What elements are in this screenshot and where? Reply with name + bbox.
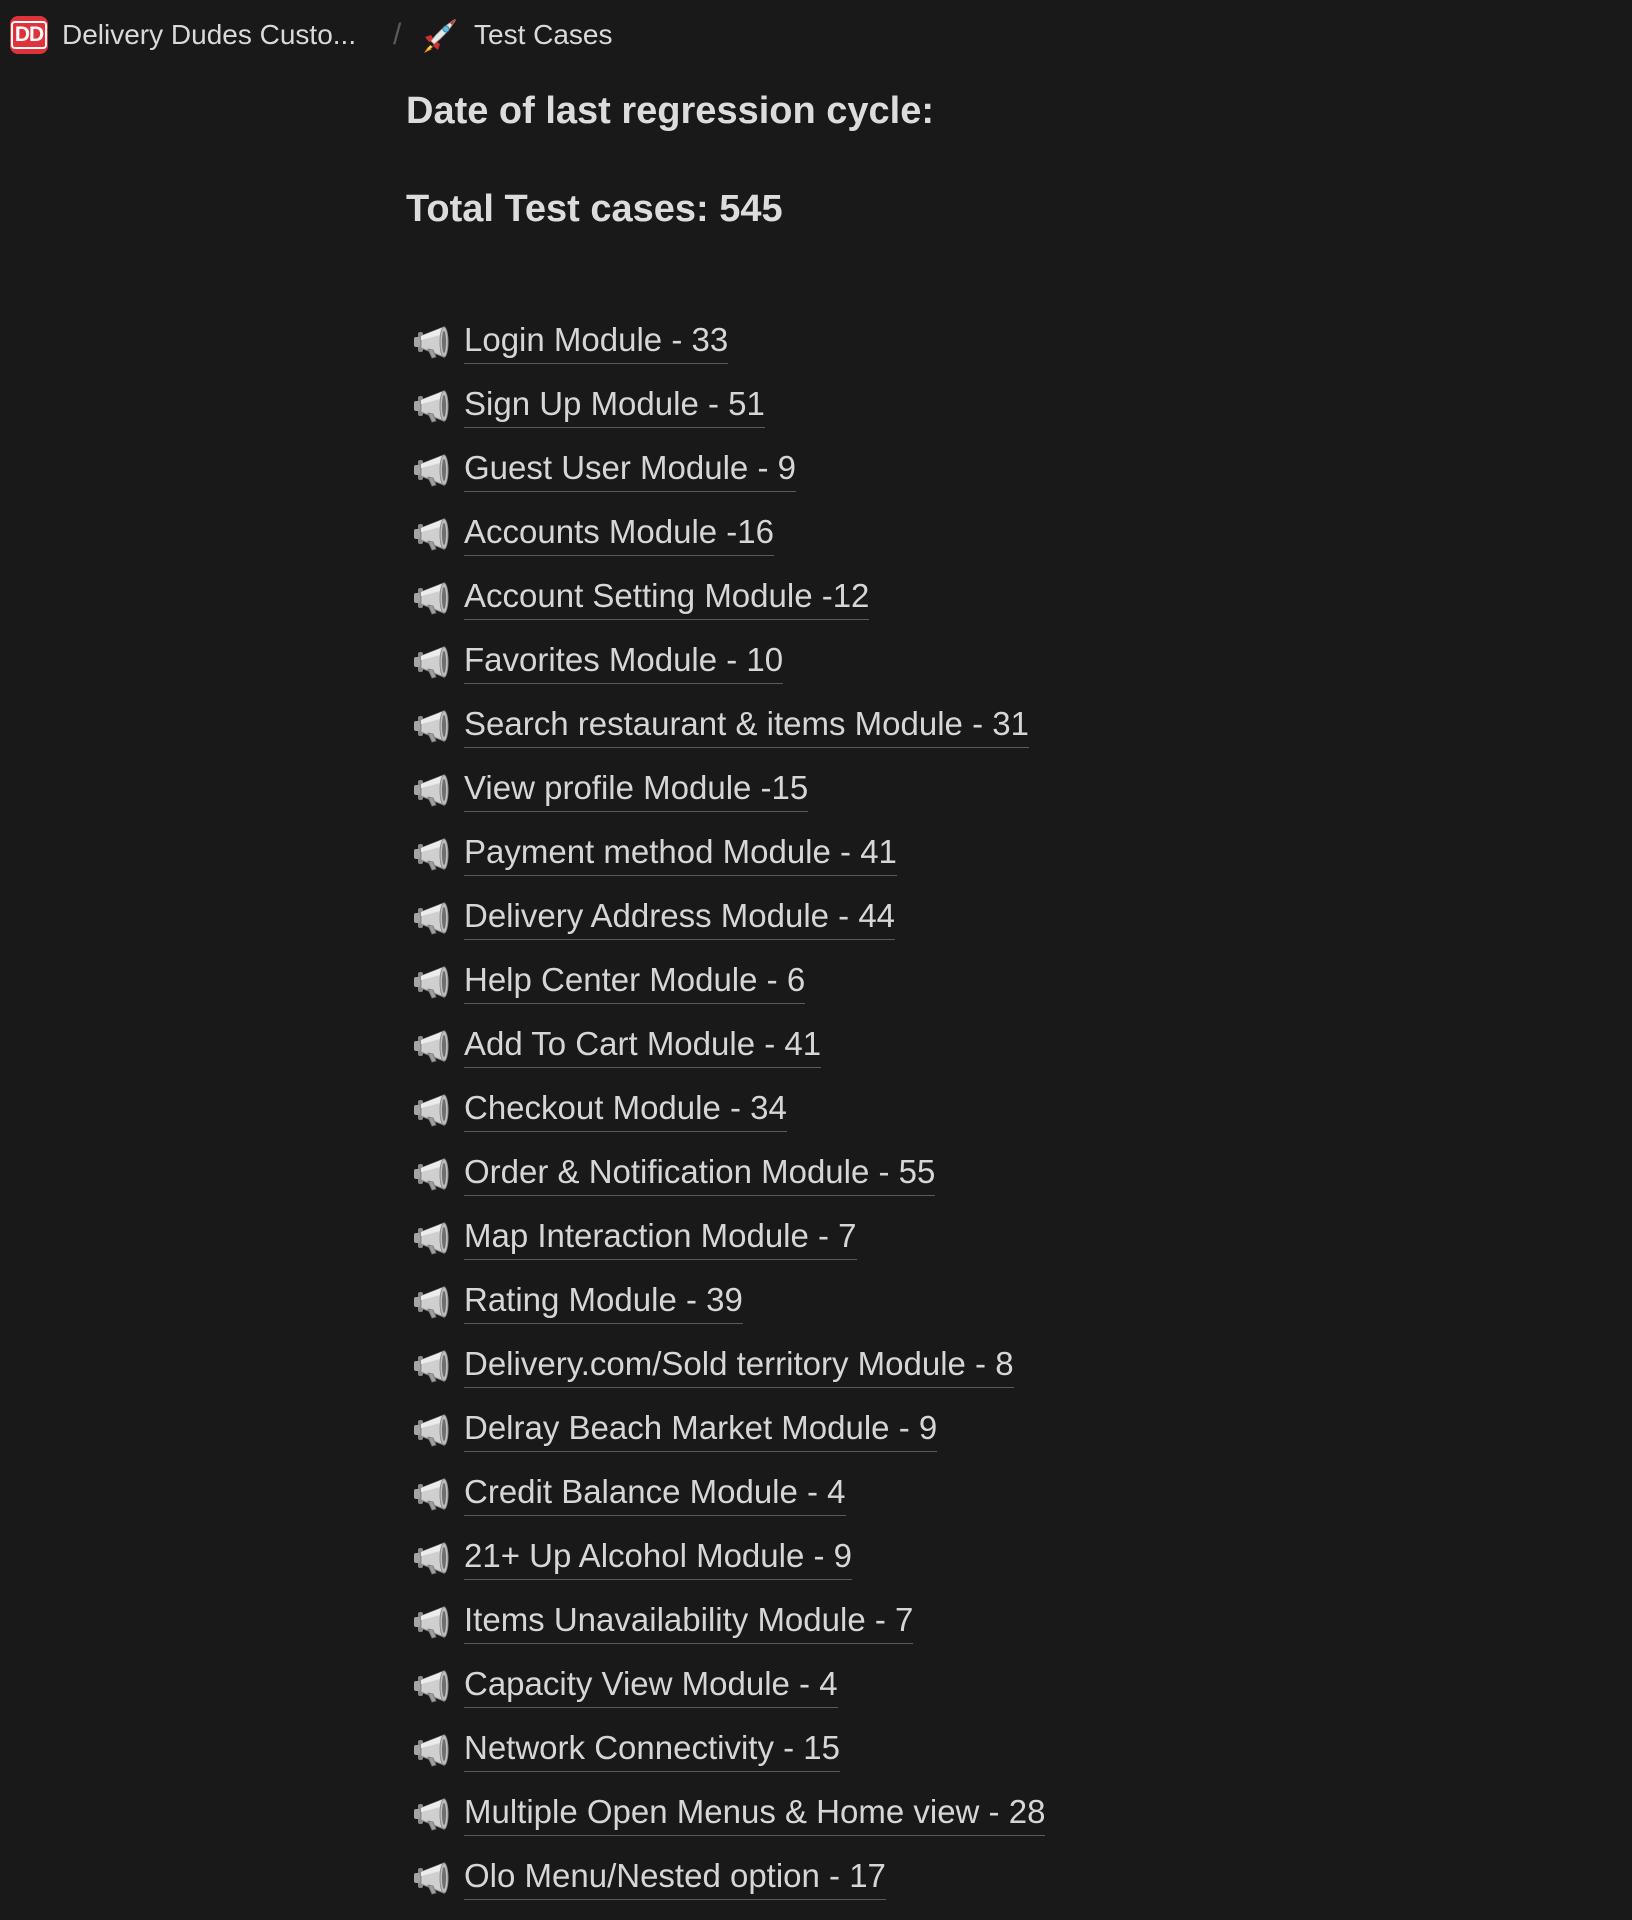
megaphone-icon — [410, 1218, 452, 1258]
module-link[interactable]: Sign Up Module - 51 — [464, 384, 765, 428]
page-content — [406, 78, 1506, 1894]
module-link[interactable]: Help Center Module - 6 — [464, 960, 805, 1004]
module-link[interactable]: 21+ Up Alcohol Module - 9 — [464, 1536, 852, 1580]
megaphone-icon — [410, 1858, 452, 1898]
megaphone-icon — [410, 1154, 452, 1194]
megaphone-icon — [410, 1666, 452, 1706]
megaphone-icon — [410, 386, 452, 426]
module-item-8[interactable] — [410, 758, 1045, 822]
module-link[interactable]: Delivery Address Module - 44 — [464, 896, 895, 940]
module-item-11[interactable] — [410, 950, 1045, 1014]
module-item-9[interactable] — [410, 822, 1045, 886]
module-link[interactable]: Map Interaction Module - 7 — [464, 1216, 857, 1260]
breadcrumb-page[interactable] — [420, 10, 613, 60]
module-link[interactable]: Multiple Open Menus & Home view - 28 — [464, 1792, 1045, 1836]
megaphone-icon — [410, 898, 452, 938]
megaphone-icon — [410, 514, 452, 554]
module-link[interactable]: Rating Module - 39 — [464, 1280, 743, 1324]
module-item-13[interactable] — [410, 1078, 1045, 1142]
module-item-23[interactable] — [410, 1718, 1045, 1782]
module-item-22[interactable] — [410, 1654, 1045, 1718]
megaphone-icon — [410, 1474, 452, 1514]
megaphone-icon — [410, 1538, 452, 1578]
module-link[interactable]: Guest User Module - 9 — [464, 448, 796, 492]
module-item-14[interactable] — [410, 1142, 1045, 1206]
megaphone-icon — [410, 706, 452, 746]
breadcrumb-workspace[interactable] — [10, 10, 356, 60]
module-link[interactable]: Account Setting Module -12 — [464, 576, 869, 620]
module-item-17[interactable] — [410, 1334, 1045, 1398]
module-link[interactable]: Delray Beach Market Module - 9 — [464, 1408, 937, 1452]
megaphone-icon — [410, 1602, 452, 1642]
module-link[interactable]: Order & Notification Module - 55 — [464, 1152, 935, 1196]
megaphone-icon — [410, 1282, 452, 1322]
megaphone-icon — [410, 578, 452, 618]
regression-date-heading: Date of last regression cycle: — [406, 90, 934, 132]
module-item-24[interactable] — [410, 1782, 1045, 1846]
module-link[interactable]: Credit Balance Module - 4 — [464, 1472, 846, 1516]
module-item-18[interactable] — [410, 1398, 1045, 1462]
module-link[interactable]: Accounts Module -16 — [464, 512, 774, 556]
module-link[interactable]: Delivery.com/Sold territory Module - 8 — [464, 1344, 1014, 1388]
module-item-6[interactable] — [410, 630, 1045, 694]
module-item-7[interactable] — [410, 694, 1045, 758]
total-test-cases-heading: Total Test cases: 545 — [406, 188, 783, 230]
megaphone-icon — [410, 834, 452, 874]
module-item-2[interactable] — [410, 374, 1045, 438]
module-item-19[interactable] — [410, 1462, 1045, 1526]
top-bar — [0, 0, 1632, 70]
module-link[interactable]: View profile Module -15 — [464, 768, 808, 812]
module-link[interactable]: Network Connectivity - 15 — [464, 1728, 840, 1772]
megaphone-icon — [410, 642, 452, 682]
megaphone-icon — [410, 450, 452, 490]
megaphone-icon — [410, 322, 452, 362]
megaphone-icon — [410, 1090, 452, 1130]
module-item-10[interactable] — [410, 886, 1045, 950]
workspace-logo — [10, 16, 48, 54]
module-link[interactable]: Checkout Module - 34 — [464, 1088, 787, 1132]
module-item-4[interactable] — [410, 502, 1045, 566]
module-item-15[interactable] — [410, 1206, 1045, 1270]
module-link[interactable]: Favorites Module - 10 — [464, 640, 783, 684]
module-link[interactable]: Payment method Module - 41 — [464, 832, 897, 876]
workspace-name: Delivery Dudes Custo... — [62, 19, 357, 50]
module-item-25[interactable] — [410, 1846, 1045, 1910]
megaphone-icon — [410, 1730, 452, 1770]
module-item-1[interactable] — [410, 310, 1045, 374]
module-item-3[interactable] — [410, 438, 1045, 502]
megaphone-icon — [410, 1026, 452, 1066]
module-link[interactable]: Olo Menu/Nested option - 17 — [464, 1856, 886, 1900]
page-title-breadcrumb: Test Cases — [474, 19, 613, 50]
megaphone-icon — [410, 962, 452, 1002]
megaphone-icon — [410, 1794, 452, 1834]
workspace-logo-text: DD — [11, 21, 47, 49]
module-link[interactable]: Search restaurant & items Module - 31 — [464, 704, 1029, 748]
module-link[interactable]: Add To Cart Module - 41 — [464, 1024, 821, 1068]
module-item-21[interactable] — [410, 1590, 1045, 1654]
megaphone-icon — [410, 1410, 452, 1450]
module-link[interactable]: Capacity View Module - 4 — [464, 1664, 838, 1708]
megaphone-icon — [410, 1346, 452, 1386]
module-item-5[interactable] — [410, 566, 1045, 630]
module-item-20[interactable] — [410, 1526, 1045, 1590]
module-link[interactable]: Items Unavailability Module - 7 — [464, 1600, 913, 1644]
megaphone-icon — [410, 770, 452, 810]
breadcrumb-separator: / — [393, 18, 402, 51]
module-list — [410, 310, 1045, 1910]
module-link[interactable]: Login Module - 33 — [464, 320, 728, 364]
rocket-icon — [420, 15, 460, 55]
module-item-12[interactable] — [410, 1014, 1045, 1078]
module-item-16[interactable] — [410, 1270, 1045, 1334]
